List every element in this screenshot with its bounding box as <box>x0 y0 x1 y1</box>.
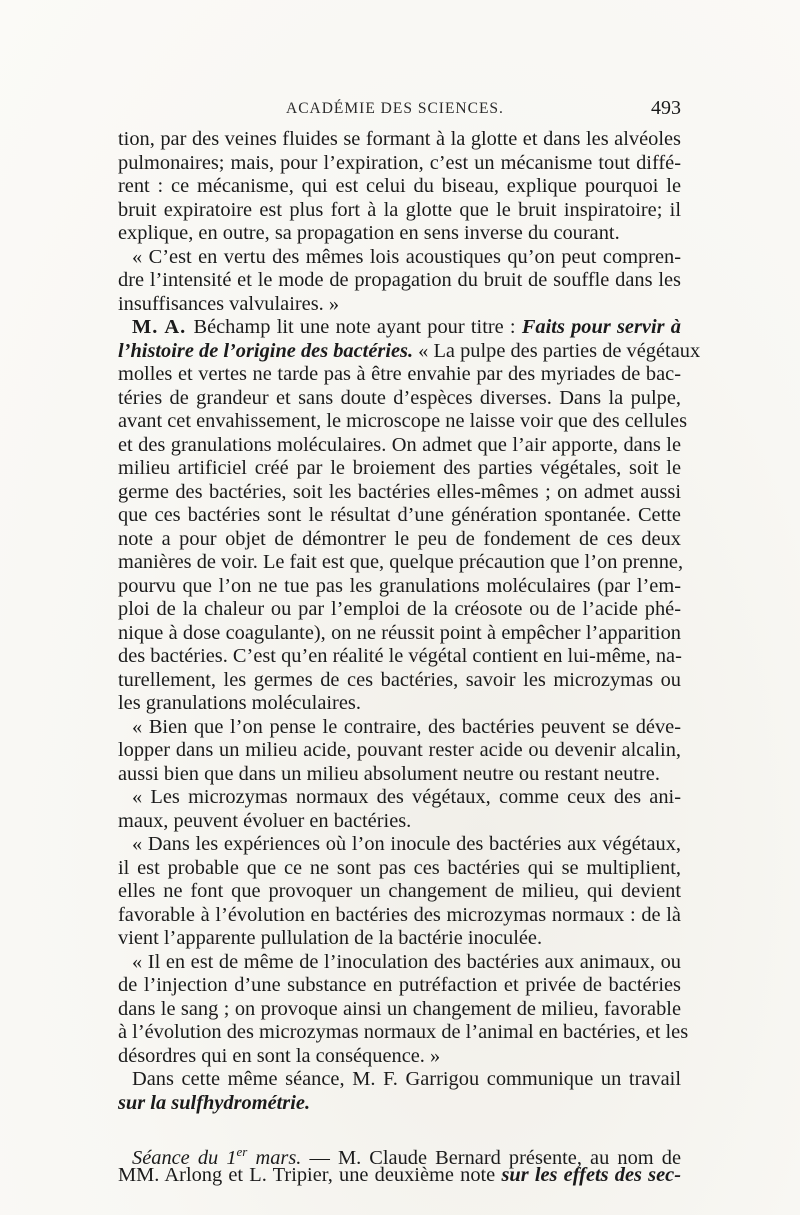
text-run: « La pulpe des parties de végétaux <box>413 339 701 362</box>
text-line: milieu artificiel créé par le broiement des parties végétales, soit le <box>118 457 681 479</box>
text-line: molles et vertes ne tarde pas à être envahie par des myriades de bac- <box>118 363 681 385</box>
text-line: Dans cette même séance, M. F. Garrigou communique un travail <box>132 1068 681 1090</box>
text-line: téries de grandeur et sans doute d’espèces diverses. Dans la pulpe, <box>118 386 681 409</box>
speaker-name: M. A. <box>132 316 194 338</box>
text-line: et des granulations moléculaires. On admet que l’air apporte, dans le <box>118 433 681 456</box>
text-line: tion, par des veines fluides se formant à la glotte et dans les alvéoles <box>118 128 681 150</box>
text-run: Béchamp lit une note ayant pour titre : <box>193 316 522 338</box>
text-line: favorable à l’évolution en bactéries des microzymas normaux : de là <box>118 903 681 926</box>
text-line <box>118 1092 681 1115</box>
text-line <box>118 339 701 363</box>
page-number: 493 <box>651 97 681 119</box>
text-line <box>118 1140 681 1169</box>
text-line: note a pour objet de démontrer le peu de fondement de ces deux <box>118 527 681 550</box>
text-line: rent : ce mécanisme, qui est celui du biseau, explique pourquoi le <box>118 175 681 197</box>
text-line: « C’est en vertu des mêmes lois acoustiques qu’on peut compren- <box>132 245 681 268</box>
text-line: « Dans les expériences où l’on inocule des bactéries aux végétaux, <box>132 833 681 855</box>
text-line <box>118 316 681 339</box>
text-line: bruit expiratoire est plus fort à la glotte que le bruit inspiratoire; il <box>118 198 681 221</box>
page-header <box>118 97 681 124</box>
text-line: avant cet envahissement, le microscope ne laisse voir que des cellules <box>118 410 688 432</box>
text-line: germe des bactéries, soit les bactéries elles-mêmes ; on admet aussi <box>118 480 681 503</box>
emphasis-text: l’histoire de l’origine des bactéries. <box>118 339 414 362</box>
text-run: — M. Claude Bernard présente, au nom de <box>301 1146 681 1169</box>
text-line: dans le sang ; on provoque ainsi un changement de milieu, favorable <box>118 997 681 1020</box>
text-line: elles ne font que provoquer un changement de milieu, qui devient <box>118 880 681 902</box>
text-line <box>118 1164 681 1187</box>
text-run: MM. Arlong et L. Tripier, une deuxième note <box>118 1163 502 1186</box>
text-line: de l’injection d’une substance en putréfaction et privée de bactéries <box>118 974 681 996</box>
emphasis-text: sur les effets des sec- <box>501 1163 681 1186</box>
text-line: « Bien que l’on pense le contraire, des bactéries peuvent se déve- <box>132 715 681 738</box>
text-line: vient l’apparente pullulation de la bactérie inoculée. <box>118 927 543 949</box>
text-line: les granulations moléculaires. <box>118 692 361 714</box>
text-line: explique, en outre, sa propagation en sens inverse du courant. <box>118 222 620 244</box>
text-line: manières de voir. Le fait est que, quelque précaution que l’on prenne, <box>118 551 684 573</box>
text-line: il est probable que ce ne sont pas ces bactéries qui se multiplient, <box>118 856 681 879</box>
emphasis-text: Faits pour servir à <box>521 316 681 338</box>
text-line: « Il en est de même de l’inoculation des bactéries aux animaux, ou <box>132 950 681 973</box>
text-line: « Les microzymas normaux des végétaux, comme ceux des ani- <box>132 786 681 808</box>
text-line: ploi de la chaleur ou par l’emploi de la créosote ou de l’acide phé- <box>118 598 681 620</box>
emphasis-text: mars. <box>247 1146 302 1169</box>
running-head: ACADÉMIE DES SCIENCES. <box>286 100 504 117</box>
text-line: que ces bactéries sont le résultat d’une génération spontanée. Cette <box>118 504 681 526</box>
text-line: nique à dose coagulante), on ne réussit point à empêcher l’apparition <box>118 621 681 644</box>
text-line: turellement, les germes de ces bactéries, savoir les microzymas ou <box>118 668 681 691</box>
text-line: à l’évolution des microzymas normaux de l’animal en bactéries, et les <box>118 1021 689 1043</box>
text-line: désordres qui en sont la conséquence. » <box>118 1044 441 1067</box>
text-line: insuffisances valvulaires. » <box>118 292 340 315</box>
text-line: maux, peuvent évoluer en bactéries. <box>118 809 412 832</box>
text-line: lopper dans un milieu acide, pouvant rester acide ou devenir alcalin, <box>118 739 681 761</box>
emphasis-text: Séance du 1 <box>132 1146 237 1169</box>
text-line: aussi bien que dans un milieu absolument neutre ou restant neutre. <box>118 762 660 785</box>
text-line: dre l’intensité et le mode de propagation du bruit de souffle dans les <box>118 269 681 291</box>
emphasis-text: sur la sulfhydrométrie. <box>118 1091 311 1114</box>
text-line: des bactéries. C’est qu’en réalité le végétal contient en lui-même, na- <box>118 645 682 667</box>
emphasis-text: er <box>236 1144 248 1159</box>
text-line: pourvu que l’on ne tue pas les granulations moléculaires (par l’em- <box>118 574 681 597</box>
text-line: pulmonaires; mais, pour l’expiration, c’est un mécanisme tout diffé- <box>118 151 681 174</box>
